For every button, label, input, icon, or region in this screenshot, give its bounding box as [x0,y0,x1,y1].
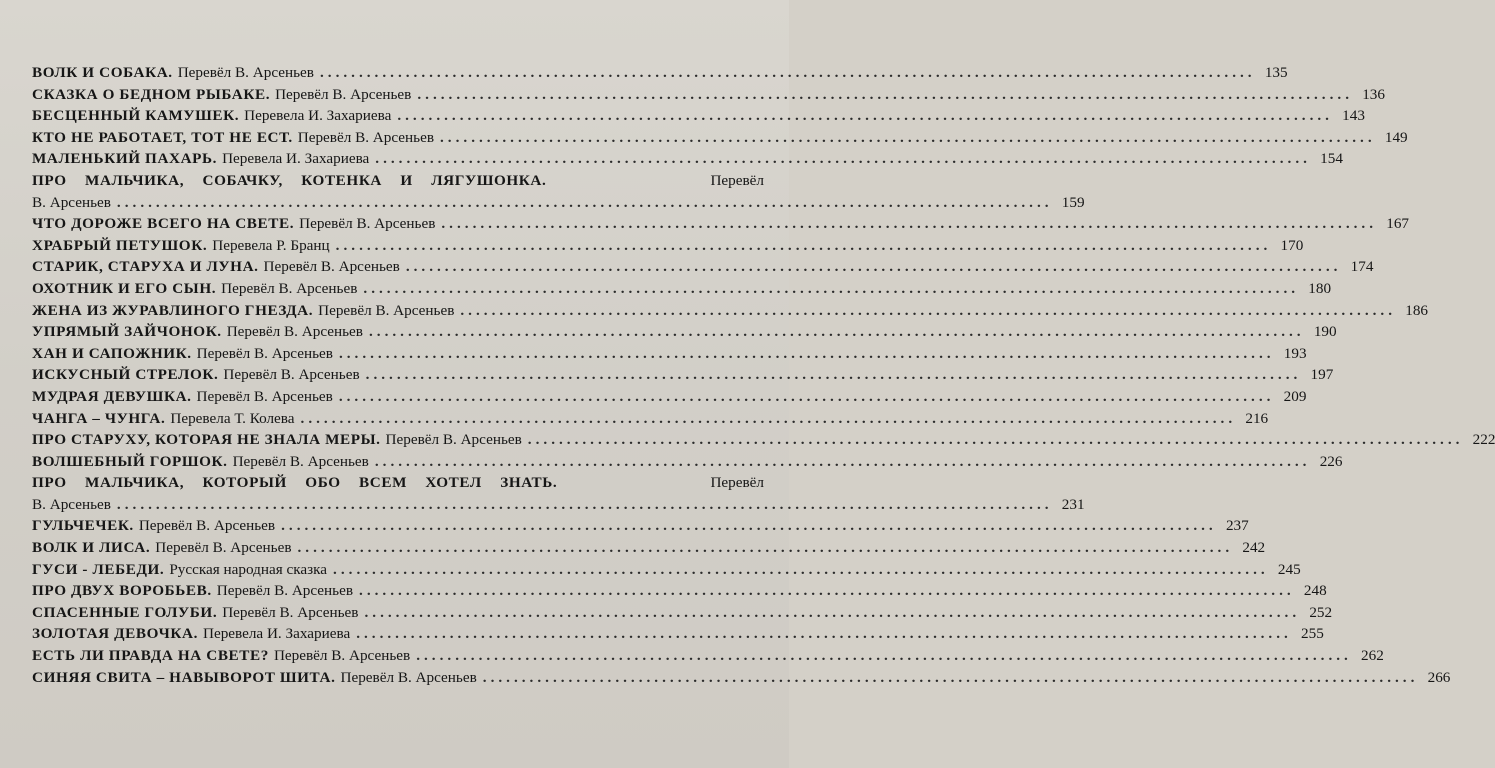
entry-title: СПАСЕННЫЕ ГОЛУБИ. [32,603,218,621]
toc-entry [32,105,1365,127]
table-of-contents [32,62,1495,688]
dot-leader: ........................................................................................................................ [527,431,1464,449]
dot-leader: ........................................................................................................................ [363,279,1300,297]
entry-title: ВОЛК И ЛИСА. [32,539,151,557]
page-number: 159 [1061,193,1085,211]
entry-translator-continuation: В. Арсеньев [32,495,111,513]
dot-leader: ........................................................................................................................ [374,452,1311,470]
page-number: 190 [1313,323,1337,341]
page-number: 193 [1283,344,1307,362]
entry-title: ПРО ДВУХ ВОРОБЬЕВ. [32,582,212,600]
entry-title: УПРЯМЫЙ ЗАЙЧОНОК. [32,323,222,341]
entry-translator: Перевёл В. Арсеньев [263,258,400,276]
entry-title: СКАЗКА О БЕДНОМ РЫБАКЕ. [32,85,271,103]
toc-entry [32,321,1337,343]
dot-leader: ........................................................................................................................ [416,647,1352,665]
toc-entry [32,343,1307,365]
entry-translator: Перевёл В. Арсеньев [138,517,276,535]
toc-entry [32,235,1304,257]
dot-leader: ........................................................................................................................ [364,603,1301,621]
page-number: 170 [1280,236,1304,254]
entry-title: ГУЛЬЧЕЧЕК. [32,517,134,535]
entry-translator: Перевёл В. Арсеньев [299,215,436,233]
entry-translator: Перевёл В. Арсеньев [340,668,477,686]
entry-title: ПРО МАЛЬЧИКА, СОБАЧКУ, КОТЕНКА И ЛЯГУШОНКА. [32,171,547,189]
entry-translator: Перевёл В. Арсеньев [196,344,333,362]
entry-title: ПРО МАЛЬЧИКА, КОТОРЫЙ ОБО ВСЕМ ХОТЕЛ ЗНАТЬ. [32,474,558,492]
entry-translator: Перевёл В. Арсеньев [275,85,412,103]
entry-title: ХРАБРЫЙ ПЕТУШОК. [32,236,208,254]
toc-entry [32,256,1374,278]
toc-entry [32,667,1451,689]
toc-entry [32,62,1288,84]
toc-entry [32,127,1408,149]
dot-leader: ........................................................................................................................ [319,64,1256,81]
dot-leader: ........................................................................................................................ [297,539,1234,557]
toc-entry [32,580,1327,602]
entry-translator: Перевёл В. Арсеньев [155,539,292,557]
entry-title: ОХОТНИК И ЕГО СЫН. [32,279,217,297]
page-number: 216 [1245,409,1269,427]
entry-translator: Перевела Р. Бранц [212,236,330,254]
dot-leader: ........................................................................................................................ [365,366,1302,384]
entry-title: ЧАНГА – ЧУНГА. [32,409,166,427]
page-number: 222 [1472,431,1495,449]
entry-title: ИСКУСНЫЙ СТРЕЛОК. [32,366,219,384]
dot-leader: ........................................................................................................................ [338,344,1275,362]
dot-leader: ........................................................................................................................ [397,107,1333,125]
dot-leader: ........................................................................................................................ [482,668,1419,686]
dot-leader: ........................................................................................................................ [460,301,1396,319]
page-number: 255 [1301,625,1324,643]
toc-entry [32,300,1428,322]
page-number: 209 [1283,387,1307,405]
toc-entry [32,559,1301,581]
toc-entry [32,386,1307,408]
entry-translator: Перевёл В. Арсеньев [297,128,434,146]
toc-entry [32,408,1269,430]
dot-leader: ........................................................................................................................ [338,387,1275,405]
dot-leader: ........................................................................................................................ [281,517,1217,535]
page-number: 180 [1308,279,1332,297]
toc-entry [32,472,1085,515]
page-number: 154 [1320,150,1343,168]
entry-title: ПРО СТАРУХУ, КОТОРАЯ НЕ ЗНАЛА МЕРЫ. [32,431,381,449]
entry-title: ГУСИ - ЛЕБЕДИ. [32,560,165,578]
dot-leader: ........................................................................................................................ [417,85,1353,103]
entry-title: СТАРИК, СТАРУХА И ЛУНА. [32,258,259,276]
page-number: 174 [1350,258,1374,276]
entry-translator: Русская народная сказка [169,560,328,578]
entry-translator: Перевёл В. Арсеньев [177,64,314,81]
page-number: 237 [1225,517,1249,535]
toc-entry [32,364,1334,386]
entry-translator: Перевела И. Захариева [244,107,392,125]
dot-leader: ........................................................................................................................ [116,193,1053,211]
toc-entry [32,602,1333,624]
dot-leader: ........................................................................................................................ [335,236,1272,254]
entry-title: МАЛЕНЬКИЙ ПАХАРЬ. [32,150,218,168]
page-number: 186 [1405,301,1428,319]
dot-leader: ........................................................................................................................ [116,495,1053,513]
dot-leader: ........................................................................................................................ [368,323,1305,341]
page-number: 136 [1362,85,1385,103]
toc-entry [32,170,1085,213]
page-number: 266 [1427,668,1451,686]
toc-entry [32,429,1495,451]
page-number: 245 [1277,560,1301,578]
dot-leader: ........................................................................................................................ [300,409,1237,427]
entry-translator: Перевела Т. Колева [170,409,295,427]
dot-leader: ........................................................................................................................ [356,625,1292,643]
entry-translator: Перевёл [710,474,764,492]
toc-entry [32,515,1249,537]
entry-translator: Перевёл В. Арсеньев [232,452,369,470]
entry-title: ЕСТЬ ЛИ ПРАВДА НА СВЕТЕ? [32,647,269,665]
entry-translator: Перевёл В. Арсеньев [216,582,354,600]
page-number: 262 [1361,647,1384,665]
page-number: 197 [1310,366,1334,384]
page-number: 167 [1386,215,1409,233]
dot-leader: ........................................................................................................................ [359,582,1295,600]
entry-translator: Перевёл В. Арсеньев [221,279,358,297]
page-number: 143 [1342,107,1365,125]
entry-title: ЗОЛОТАЯ ДЕВОЧКА. [32,625,198,643]
entry-title: СИНЯЯ СВИТА – НАВЫВОРОТ ШИТА. [32,668,336,686]
page-number: 231 [1061,495,1085,513]
entry-translator: Перевёл В. Арсеньев [273,647,411,665]
entry-translator: Перевела И. Захариева [202,625,351,643]
entry-title: БЕСЦЕННЫЙ КАМУШЕК. [32,107,240,125]
page-number: 149 [1384,128,1408,146]
dot-leader: ........................................................................................................................ [441,215,1377,233]
toc-entry [32,278,1332,300]
entry-title: ХАН И САПОЖНИК. [32,344,192,362]
entry-title: ЖЕНА ИЗ ЖУРАВЛИНОГО ГНЕЗДА. [32,301,314,319]
toc-entry [32,645,1384,667]
entry-title: ВОЛК И СОБАКА. [32,64,173,81]
entry-translator: Перевёл В. Арсеньев [385,431,522,449]
entry-title: ВОЛШЕБНЫЙ ГОРШОК. [32,452,228,470]
entry-title: КТО НЕ РАБОТАЕТ, ТОТ НЕ ЕСТ. [32,128,293,146]
page-number: 226 [1319,452,1343,470]
toc-entry [32,213,1409,235]
entry-translator: Перевёл В. Арсеньев [222,603,359,621]
toc-entry [32,84,1385,106]
dot-leader: ........................................................................................................................ [333,560,1269,578]
entry-title: МУДРАЯ ДЕВУШКА. [32,387,192,405]
toc-entry [32,451,1343,473]
entry-translator: Перевёл В. Арсеньев [223,366,360,384]
dot-leader: ........................................................................................................................ [375,150,1311,168]
entry-translator: Перевёл В. Арсеньев [196,387,333,405]
entry-translator: Перевёл [710,171,764,189]
dot-leader: ........................................................................................................................ [440,128,1376,146]
dot-leader: ........................................................................................................................ [405,258,1342,276]
page-number: 135 [1264,64,1288,81]
page-number: 248 [1303,582,1327,600]
entry-translator: Перевёл В. Арсеньев [226,323,363,341]
entry-translator: Перевела И. Захариева [222,150,370,168]
page-number: 252 [1309,603,1333,621]
entry-translator: Перевёл В. Арсеньев [318,301,455,319]
entry-translator-continuation: В. Арсеньев [32,193,111,211]
page-number: 242 [1242,539,1266,557]
toc-entry [32,623,1324,645]
entry-title: ЧТО ДОРОЖЕ ВСЕГО НА СВЕТЕ. [32,215,295,233]
toc-entry [32,537,1266,559]
toc-entry [32,148,1343,170]
